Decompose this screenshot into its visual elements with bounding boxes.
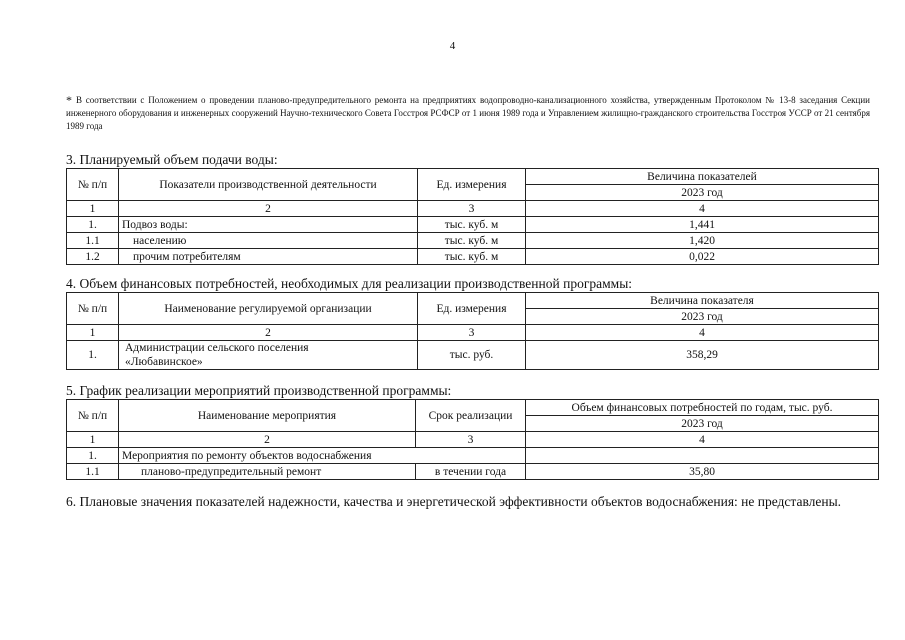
col-number: 2 (119, 325, 418, 341)
row-value: 1,420 (526, 233, 879, 249)
header-unit: Ед. измерения (418, 169, 526, 201)
table-row (67, 448, 879, 464)
column-numbers-row (67, 325, 879, 341)
col-number: 4 (526, 201, 879, 217)
row-unit: тыс. куб. м (418, 217, 526, 233)
section-6-text: 6. Плановые значения показателей надежности, качества и энергетической эффективности объектов водоснабжения: не представлены. (66, 494, 842, 509)
footnote-marker: * (66, 93, 72, 107)
section-3-title: 3. Планируемый объем подачи воды: (66, 152, 278, 167)
header-value: Величина показателя (526, 293, 879, 309)
header-event: Наименование мероприятия (119, 400, 416, 432)
header-num: № п/п (67, 293, 119, 325)
row-num: 1. (67, 448, 119, 464)
row-unit: тыс. куб. м (418, 249, 526, 265)
financial-needs-table (66, 292, 879, 370)
table-row (67, 233, 879, 249)
table-row (67, 464, 879, 480)
header-term: Срок реализации (416, 400, 526, 432)
row-org (119, 341, 418, 370)
row-value: 35,80 (526, 464, 879, 480)
col-number: 4 (526, 432, 879, 448)
header-value: Величина показателей (526, 169, 879, 185)
row-name: планово-предупредительный ремонт (119, 464, 416, 480)
header-year: 2023 год (526, 309, 879, 325)
col-number: 3 (418, 325, 526, 341)
row-num: 1.1 (67, 233, 119, 249)
column-numbers-row (67, 432, 879, 448)
header-num: № п/п (67, 169, 119, 201)
table-row (67, 217, 879, 233)
col-number: 1 (67, 432, 119, 448)
table-row (67, 249, 879, 265)
row-name: прочим потребителям (119, 249, 418, 265)
col-number: 2 (119, 432, 416, 448)
col-number: 3 (418, 201, 526, 217)
section-5-title: 5. График реализации мероприятий производственной программы: (66, 383, 452, 398)
row-name: Подвоз воды: (119, 217, 418, 233)
org-name-line: «Любавинское» (125, 356, 203, 368)
col-number: 1 (67, 325, 119, 341)
row-value (526, 448, 879, 464)
row-unit: тыс. куб. м (418, 233, 526, 249)
row-value: 358,29 (526, 341, 879, 370)
row-name: населению (119, 233, 418, 249)
header-num: № п/п (67, 400, 119, 432)
footnote-text: В соответствии с Положением о проведении планово-предупредительного ремонта на предприятиях водопроводно-канализационного хозяйства, утвержденным Протоколом № 13-8 заседания Секции инженерного оборудования и инженерных сооружений Научно-технического Совета Госстроя РСФСР от 1 июня 1989 года и Управлением жилищно-гражданского строительства Госстроя УССР от 21 сентября 1989 года (66, 95, 870, 131)
header-unit: Ед. измерения (418, 293, 526, 325)
header-year: 2023 год (526, 416, 879, 432)
section-4-title: 4. Объем финансовых потребностей, необходимых для реализации производственной программы: (66, 276, 633, 291)
page-number: 4 (449, 40, 456, 52)
header-indicator: Показатели производственной деятельности (119, 169, 418, 201)
schedule-table (66, 399, 879, 480)
col-number: 1 (67, 201, 119, 217)
header-year: 2023 год (526, 185, 879, 201)
table-row (67, 341, 879, 370)
org-name-line: Администрации сельского поселения (125, 342, 309, 354)
footnote (66, 94, 870, 133)
row-num: 1.1 (67, 464, 119, 480)
row-num: 1. (67, 341, 119, 370)
header-value: Объем финансовых потребностей по годам, тыс. руб. (526, 400, 879, 416)
column-numbers-row (67, 201, 879, 217)
col-number: 3 (416, 432, 526, 448)
col-number: 4 (526, 325, 879, 341)
water-supply-table (66, 168, 879, 265)
row-name: Мероприятия по ремонту объектов водоснабжения (119, 448, 526, 464)
row-num: 1.2 (67, 249, 119, 265)
row-unit: тыс. руб. (418, 341, 526, 370)
row-term: в течении года (416, 464, 526, 480)
row-value: 0,022 (526, 249, 879, 265)
col-number: 2 (119, 201, 418, 217)
row-num: 1. (67, 217, 119, 233)
header-org: Наименование регулируемой организации (119, 293, 418, 325)
row-value: 1,441 (526, 217, 879, 233)
